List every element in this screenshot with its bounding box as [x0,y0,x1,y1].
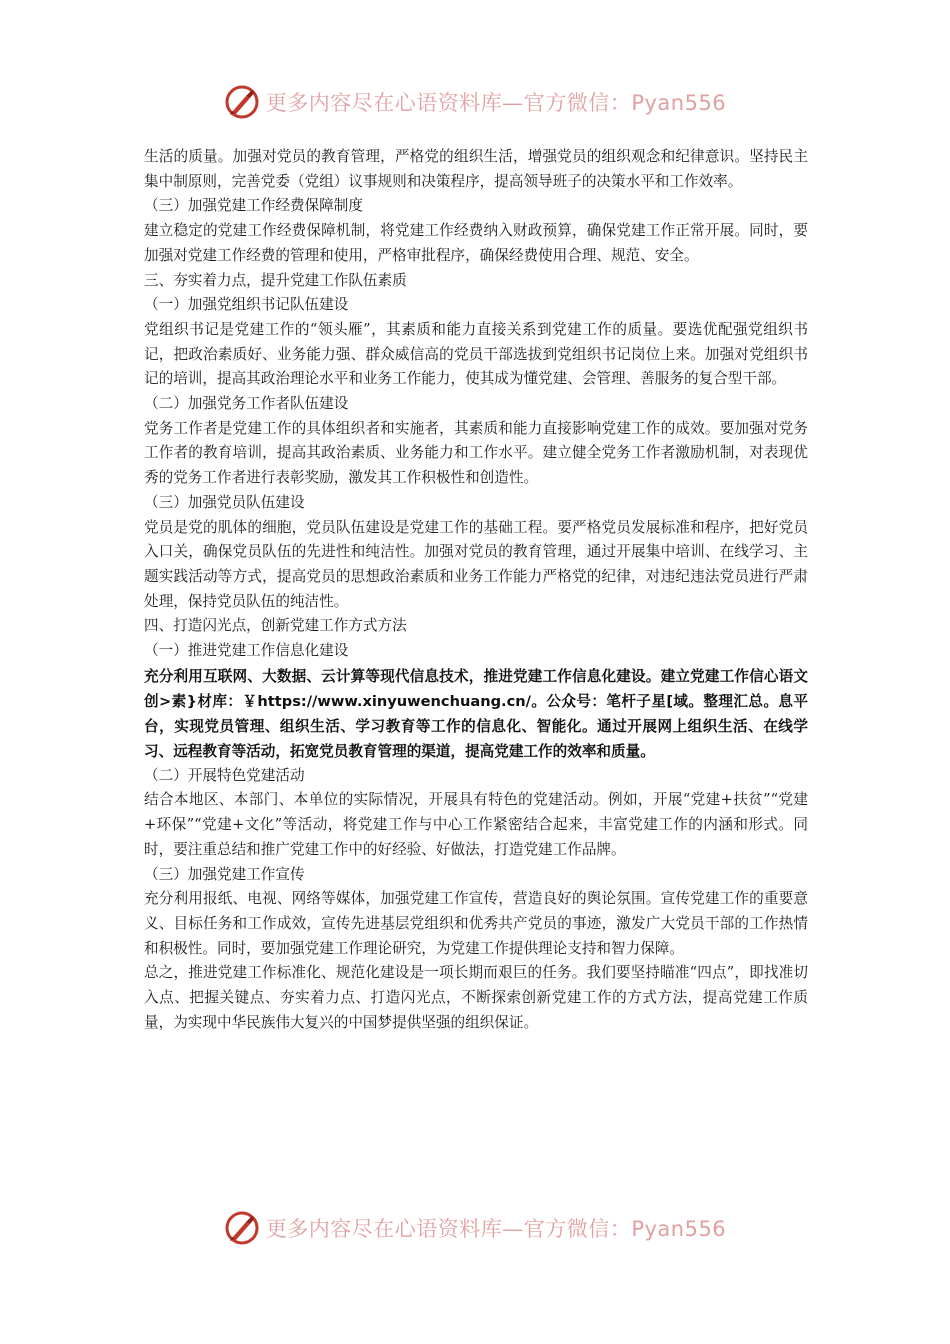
paragraph: 党员是党的肌体的细胞，党员队伍建设是党建工作的基础工程。要严格党员发展标准和程序，把好党员入口关，确保党员队伍的先进性和纯洁性。加强对党员的教育管理，通过开展集中培训、在线学习、主题实践活动等方式，提高党员的思想政治素质和业务工作能力严格党的纪律，对违纪违法党员进行严肃处理，保持党员队伍的纯洁性。 [144,518,808,610]
subheading: （三）加强党员队伍建设 [144,493,305,511]
footer-banner [0,1206,950,1250]
pen-logo-icon [224,84,260,120]
subheading: （二）加强党务工作者队伍建设 [144,395,349,413]
banner-text: 更多内容尽在心语资料库—官方微信：Pyan556 [265,91,727,115]
subheading: （一）推进党建工作信息化建设 [144,642,349,660]
section-heading: 三、夯实着力点，提升党建工作队伍素质 [144,271,407,289]
paragraph: 总之，推进党建工作标准化、规范化建设是一项长期而艰巨的任务。我们要坚持瞄准“四点”，即找准切入点、把握关键点、夯实着力点、打造闪光点，不断探索创新党建工作的方式方法，提高党建工作质量，为实现中华民族伟大复兴的中国梦提供坚强的组织保证。 [144,964,808,1031]
pen-logo-icon [224,1210,260,1246]
subheading: （二）开展特色党建活动 [144,766,305,784]
paragraph: 生活的质量。加强对党员的教育管理，严格党的组织生活，增强党员的组织观念和纪律意识。坚持民主集中制原则，完善党委（党组）议事规则和决策程序，提高领导班子的决策水平和工作效率。 [144,148,808,190]
banner-text: 更多内容尽在心语资料库—官方微信：Pyan556 [265,1217,727,1241]
paragraph: 充分利用报纸、电视、网络等媒体，加强党建工作宣传，营造良好的舆论氛围。宣传党建工作的重要意义、目标任务和工作成效，宣传先进基层党组织和优秀共产党员的事迹，激发广大党员干部的工作热情和积极性。同时，要加强党建工作理论研究，为党建工作提供理论支持和智力保障。 [144,890,808,957]
paragraph: 建立稳定的党建工作经费保障机制，将党建工作经费纳入财政预算，确保党建工作正常开展。同时，要加强对党建工作经费的管理和使用，严格审批程序，确保经费使用合理、规范、安全。 [144,222,808,264]
subheading: （三）加强党建工作宣传 [144,865,305,883]
header-banner [0,80,950,124]
paragraph-bold: 充分利用互联网、大数据、云计算等现代信息技术，推进党建工作信息化建设。建立党建工作信心语文创>素}材库：￥https://www.xinyuwenchuang.cn/。公众号：笔杆子星[域。整理汇总。息平台，实现党员管理、组织生活、学习教育等工作的信息化、智能化。通过开展网上组织生活、在线学习、远程教育等活动，拓宽党员教育管理的渠道，提高党建工作的效率和质量。 [144,667,808,760]
subheading: （一）加强党组织书记队伍建设 [144,296,349,314]
document-body [144,145,808,1036]
paragraph: 党务工作者是党建工作的具体组织者和实施者，其素质和能力直接影响党建工作的成效。要加强对党务工作者的教育培训，提高其政治素质、业务能力和工作水平。建立健全党务工作者激励机制，对表现优秀的党务工作者进行表彰奖励，激发其工作积极性和创造性。 [144,419,808,487]
paragraph: 党组织书记是党建工作的“领头雁”，其素质和能力直接关系到党建工作的质量。要选优配强党组织书记，把政治素质好、业务能力强、群众威信高的党员干部选拔到党组织书记岗位上来。加强对党组织书记的培训，提高其政治理论水平和业务工作能力，使其成为懂党建、会管理、善服务的复合型干部。 [144,320,808,388]
section-heading: 四、打造闪光点，创新党建工作方式方法 [144,617,407,635]
subheading: （三）加强党建工作经费保障制度 [144,197,363,215]
paragraph: 结合本地区、本部门、本单位的实际情况，开展具有特色的党建活动。例如，开展“党建+扶贫”“党建+环保”“党建+文化”等活动，将党建工作与中心工作紧密结合起来，丰富党建工作的内涵和形式。同时，要注重总结和推广党建工作中的好经验、好做法，打造党建工作品牌。 [144,791,808,858]
